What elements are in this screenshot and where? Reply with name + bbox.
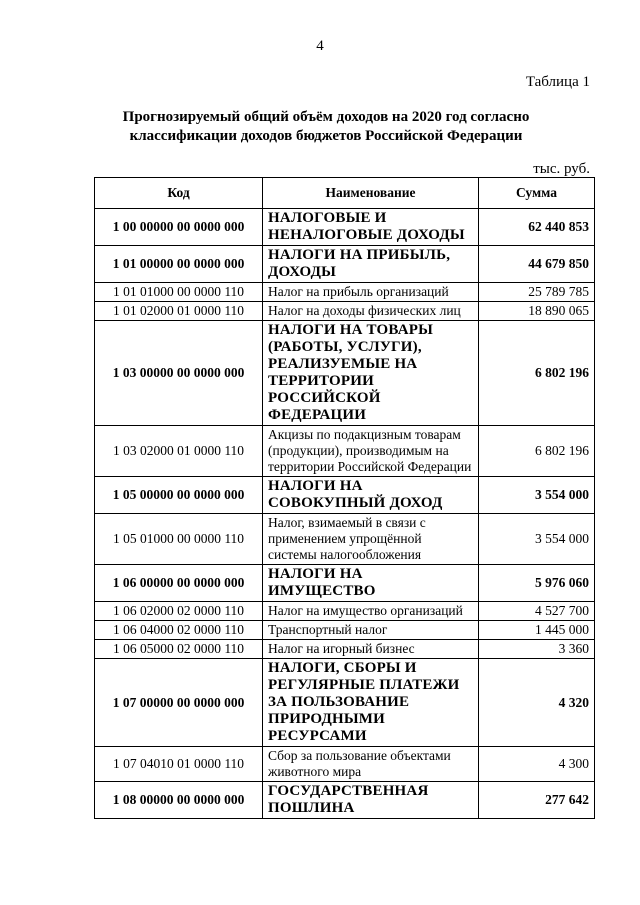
table-row — [95, 602, 595, 621]
table-row — [95, 321, 595, 426]
sum-cell: 1 445 000 — [479, 621, 595, 640]
sum-cell: 6 802 196 — [479, 426, 595, 477]
table-row — [95, 747, 595, 782]
name-cell: НАЛОГИ НА ПРИБЫЛЬ, ДОХОДЫ — [263, 246, 479, 283]
table-row — [95, 640, 595, 659]
sum-cell: 277 642 — [479, 782, 595, 819]
sum-cell: 62 440 853 — [479, 209, 595, 246]
sum-cell: 3 360 — [479, 640, 595, 659]
name-cell: НАЛОГОВЫЕ И НЕНАЛОГОВЫЕ ДОХОДЫ — [263, 209, 479, 246]
code-cell: 1 06 00000 00 0000 000 — [95, 565, 263, 602]
code-cell: 1 06 04000 02 0000 110 — [95, 621, 263, 640]
table-row — [95, 209, 595, 246]
sum-cell: 18 890 065 — [479, 302, 595, 321]
name-cell: НАЛОГИ, СБОРЫ И РЕГУЛЯРНЫЕ ПЛАТЕЖИ ЗА ПОЛЬЗОВАНИЕ ПРИРОДНЫМИ РЕСУРСАМИ — [263, 659, 479, 747]
table-row — [95, 782, 595, 819]
name-cell: ГОСУДАРСТВЕННАЯ ПОШЛИНА — [263, 782, 479, 819]
table-row — [95, 302, 595, 321]
name-cell: Налог, взимаемый в связи с применением упрощённой системы налогообложения — [263, 514, 479, 565]
sum-cell: 5 976 060 — [479, 565, 595, 602]
code-cell: 1 06 05000 02 0000 110 — [95, 640, 263, 659]
table-row — [95, 246, 595, 283]
table-row — [95, 659, 595, 747]
header-sum: Сумма — [479, 178, 595, 209]
code-cell: 1 00 00000 00 0000 000 — [95, 209, 263, 246]
table-header-row — [95, 178, 595, 209]
table-row — [95, 426, 595, 477]
table-body — [95, 209, 595, 819]
name-cell: Налог на доходы физических лиц — [263, 302, 479, 321]
sum-cell: 4 300 — [479, 747, 595, 782]
units-label: тыс. руб. — [533, 161, 590, 177]
sum-cell: 4 320 — [479, 659, 595, 747]
table-row — [95, 514, 595, 565]
code-cell: 1 01 01000 00 0000 110 — [95, 283, 263, 302]
code-cell: 1 06 02000 02 0000 110 — [95, 602, 263, 621]
revenue-table — [94, 177, 595, 819]
table-row — [95, 565, 595, 602]
name-cell: Транспортный налог — [263, 621, 479, 640]
title-line-1: Прогнозируемый общий объём доходов на 2020 год согласно — [122, 109, 530, 125]
title-line-2: классификации доходов бюджетов Российской Федерации — [129, 128, 523, 144]
code-cell: 1 05 00000 00 0000 000 — [95, 477, 263, 514]
table-label: Таблица 1 — [525, 74, 590, 90]
name-cell: НАЛОГИ НА ИМУЩЕСТВО — [263, 565, 479, 602]
code-cell: 1 05 01000 00 0000 110 — [95, 514, 263, 565]
code-cell: 1 01 02000 01 0000 110 — [95, 302, 263, 321]
code-cell: 1 07 04010 01 0000 110 — [95, 747, 263, 782]
page-number: 4 — [316, 38, 324, 54]
name-cell: Налог на прибыль организаций — [263, 283, 479, 302]
name-cell: Акцизы по подакцизным товарам (продукции), производимым на территории Российской Федерации — [263, 426, 479, 477]
table-row — [95, 283, 595, 302]
name-cell: Налог на игорный бизнес — [263, 640, 479, 659]
code-cell: 1 08 00000 00 0000 000 — [95, 782, 263, 819]
sum-cell: 6 802 196 — [479, 321, 595, 426]
header-name: Наименование — [263, 178, 479, 209]
name-cell: НАЛОГИ НА ТОВАРЫ (РАБОТЫ, УСЛУГИ), РЕАЛИЗУЕМЫЕ НА ТЕРРИТОРИИ РОССИЙСКОЙ ФЕДЕРАЦИИ — [263, 321, 479, 426]
name-cell: Сбор за пользование объектами животного мира — [263, 747, 479, 782]
sum-cell: 3 554 000 — [479, 477, 595, 514]
code-cell: 1 01 00000 00 0000 000 — [95, 246, 263, 283]
sum-cell: 25 789 785 — [479, 283, 595, 302]
header-code: Код — [95, 178, 263, 209]
code-cell: 1 03 02000 01 0000 110 — [95, 426, 263, 477]
name-cell: НАЛОГИ НА СОВОКУПНЫЙ ДОХОД — [263, 477, 479, 514]
code-cell: 1 03 00000 00 0000 000 — [95, 321, 263, 426]
code-cell: 1 07 00000 00 0000 000 — [95, 659, 263, 747]
table-row — [95, 477, 595, 514]
document-title — [96, 108, 556, 146]
table-row — [95, 621, 595, 640]
sum-cell: 3 554 000 — [479, 514, 595, 565]
sum-cell: 44 679 850 — [479, 246, 595, 283]
name-cell: Налог на имущество организаций — [263, 602, 479, 621]
sum-cell: 4 527 700 — [479, 602, 595, 621]
